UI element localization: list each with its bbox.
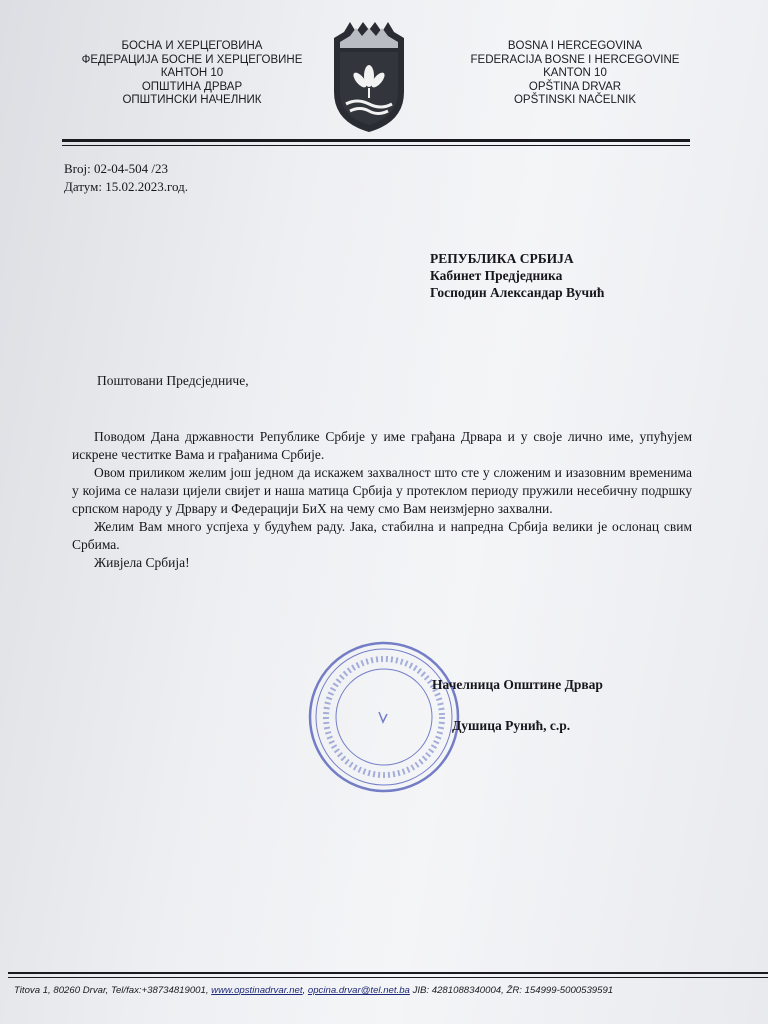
body-paragraph: Желим Вам много успјеха у будућем раду. Јака, стабилна и напредна Србија велики је ослонац свим Србима. bbox=[72, 519, 692, 552]
body-paragraph: Поводом Дана државности Републике Србије у име грађана Дрвара и у своје лично име, упућујем искрене честитке Вама и грађанима Србије. bbox=[72, 429, 692, 462]
municipal-coat-of-arms-icon bbox=[330, 18, 408, 136]
header-right-line: BOSNA I HERCEGOVINA bbox=[507, 40, 643, 52]
reference-block bbox=[64, 160, 188, 196]
salutation: Поштовани Предсједниче, bbox=[97, 373, 249, 388]
signer-name: Душица Руниħ, с.р. bbox=[452, 718, 571, 733]
recipient-line: РЕПУБЛИКА СРБИЈА bbox=[430, 251, 574, 266]
header-left-line: КАНТОН 10 bbox=[160, 67, 224, 79]
footer-website-link[interactable]: www.opstinadrvar.net bbox=[211, 985, 303, 996]
header-left-line: ОПШТИНСКИ НАЧЕЛНИК bbox=[122, 94, 262, 106]
footer-separator: , bbox=[302, 985, 308, 996]
footer-ids: JIB: 4281088340004, ŽR: 154999-5000539591 bbox=[409, 985, 614, 996]
header-right-line: FEDERACIJA BOSNE I HERCEGOVINE bbox=[470, 53, 680, 66]
signer-title: Начелница Општине Дрвар bbox=[432, 677, 603, 692]
footer-contact bbox=[14, 985, 764, 996]
header-right-latin bbox=[445, 40, 705, 108]
header-left-line: БОСНА И ХЕРЦЕГОВИНА bbox=[121, 40, 263, 52]
letter-body bbox=[72, 428, 692, 572]
official-round-stamp-icon bbox=[305, 638, 463, 796]
footer-email-link[interactable]: opcina.drvar@tel.net.ba bbox=[307, 985, 410, 996]
footer-divider-thick bbox=[8, 972, 768, 974]
recipient-line: Господин Александар Вучић bbox=[430, 285, 605, 300]
header-right-line: KANTON 10 bbox=[543, 67, 607, 79]
header-left-line: ОПШТИНА ДРВАР bbox=[141, 80, 243, 93]
header-right-line: OPŠTINSKI NAČELNIK bbox=[513, 94, 637, 106]
header-divider-thin bbox=[62, 145, 690, 146]
recipient-block bbox=[430, 250, 604, 301]
header-right-line: OPŠTINA DRVAR bbox=[528, 80, 622, 93]
header-left-cyrillic bbox=[62, 40, 322, 108]
header-divider-thick bbox=[62, 139, 690, 142]
reference-date: Датум: 15.02.2023.год. bbox=[64, 179, 188, 194]
reference-number: Broj: 02-04-504 /23 bbox=[64, 161, 168, 176]
footer-divider-thin bbox=[8, 977, 768, 978]
header-left-line: ФЕДЕРАЦИЈА БОСНЕ И ХЕРЦЕГОВИНЕ bbox=[81, 53, 303, 66]
footer-address: Titova 1, 80260 Drvar, Tel/fax:+38734819001, bbox=[14, 985, 212, 996]
body-paragraph: Живјела Србија! bbox=[94, 555, 190, 570]
body-paragraph: Овом приликом желим још једном да искажем захвалност што сте у сложеним и изазовним временима у којима се налази цијели свијет и наша матица Србија у протеклом периоду пружили несебичну подршку српском народу у Дрвару и Федерацији БиХ на чему смо Вам неизмјерно захвални. bbox=[72, 465, 692, 516]
recipient-line: Кабинет Предједника bbox=[430, 268, 563, 283]
